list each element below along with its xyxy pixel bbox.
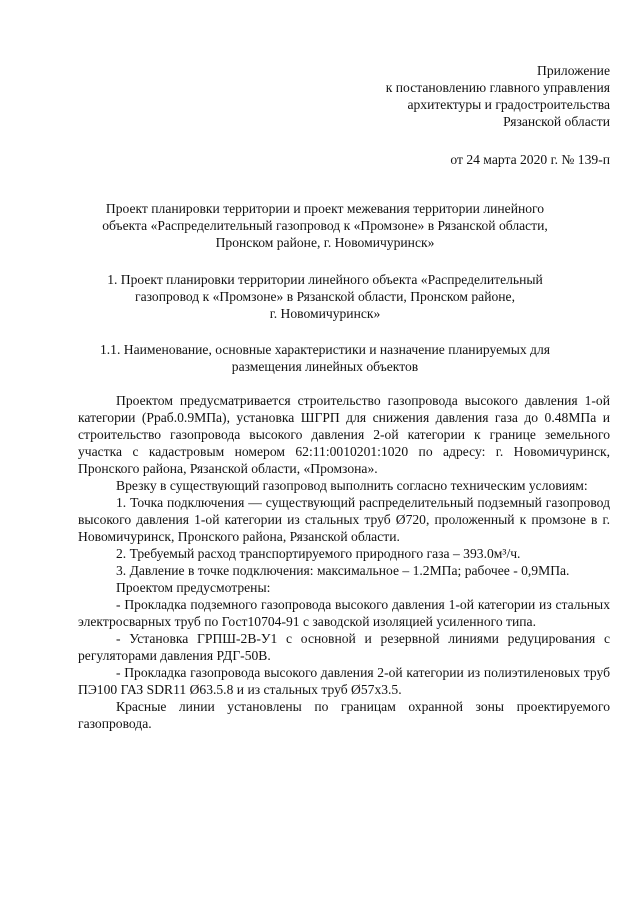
title-line: Пронском районе, г. Новомичуринск» <box>215 235 435 250</box>
appendix-line: Приложение <box>537 63 610 78</box>
appendix-line: Рязанской области <box>503 114 610 129</box>
paragraph: 1. Точка подключения — существующий распределительный подземный газопровод высокого давления 1-ой категории из стальных труб Ø720, проложенный к промзоне в г. Новомичуринск, Пронского района, Рязанской области. <box>78 495 610 544</box>
document-title <box>60 200 590 251</box>
body-text <box>78 392 610 732</box>
heading-line: размещения линейных объектов <box>231 359 419 374</box>
title-line: объекта «Распределительный газопровод к «Промзоне» в Рязанской области, <box>102 218 548 233</box>
section-1-1-heading <box>60 341 590 375</box>
paragraph: - Установка ГРПШ-2В-У1 с основной и резервной линиями редуцирования с регуляторами давления РДГ-50В. <box>78 631 610 663</box>
paragraph: Красные линии установлены по границам охранной зоны проектируемого газопровода. <box>78 699 610 731</box>
appendix-header <box>310 62 610 130</box>
heading-line: 1. Проект планировки территории линейного объекта «Распределительный <box>107 272 543 287</box>
heading-line: газопровод к «Промзоне» в Рязанской области, Пронском районе, <box>135 289 515 304</box>
paragraph: - Прокладка газопровода высокого давления 2-ой категории из полиэтиленовых труб ПЭ100 ГАЗ SDR11 Ø63.5.8 и из стальных труб Ø57х3.5. <box>78 665 610 697</box>
title-line: Проект планировки территории и проект межевания территории линейного <box>105 201 545 216</box>
paragraph: 3. Давление в точке подключения: максимальное – 1.2МПа; рабочее - 0,9МПа. <box>116 563 570 578</box>
heading-line: г. Новомичуринск» <box>269 306 381 321</box>
appendix-line: архитектуры и градостроительства <box>407 97 610 112</box>
paragraph: Врезку в существующий газопровод выполнить согласно техническим условиям: <box>116 478 588 493</box>
paragraph: Проектом предусматривается строительство газопровода высокого давления 1-ой категории (Рраб.0.9МПа), установка ШГРП для снижения давления газа до 0.48МПа и строительство газопровода высокого давления 2-ой категории к границе земельного участка с кадастровым номером 62:11:0010201:1020 по адресу: г. Новомичуринск, Пронского района, Рязанской области, «Промзона». <box>78 393 610 476</box>
paragraph: 2. Требуемый расход транспортируемого природного газа – 393.0м³/ч. <box>116 546 521 561</box>
heading-line: 1.1. Наименование, основные характеристики и назначение планируемых для <box>99 342 550 357</box>
paragraph: Проектом предусмотрены: <box>116 580 271 595</box>
appendix-line: к постановлению главного управления <box>385 80 610 95</box>
resolution-date: от 24 марта 2020 г. № 139-п <box>450 152 610 167</box>
section-1-heading <box>60 271 590 322</box>
paragraph: - Прокладка подземного газопровода высокого давления 1-ой категории из стальных электросварных труб по Гост10704-91 с заводской изоляцией усиленного типа. <box>78 597 610 629</box>
